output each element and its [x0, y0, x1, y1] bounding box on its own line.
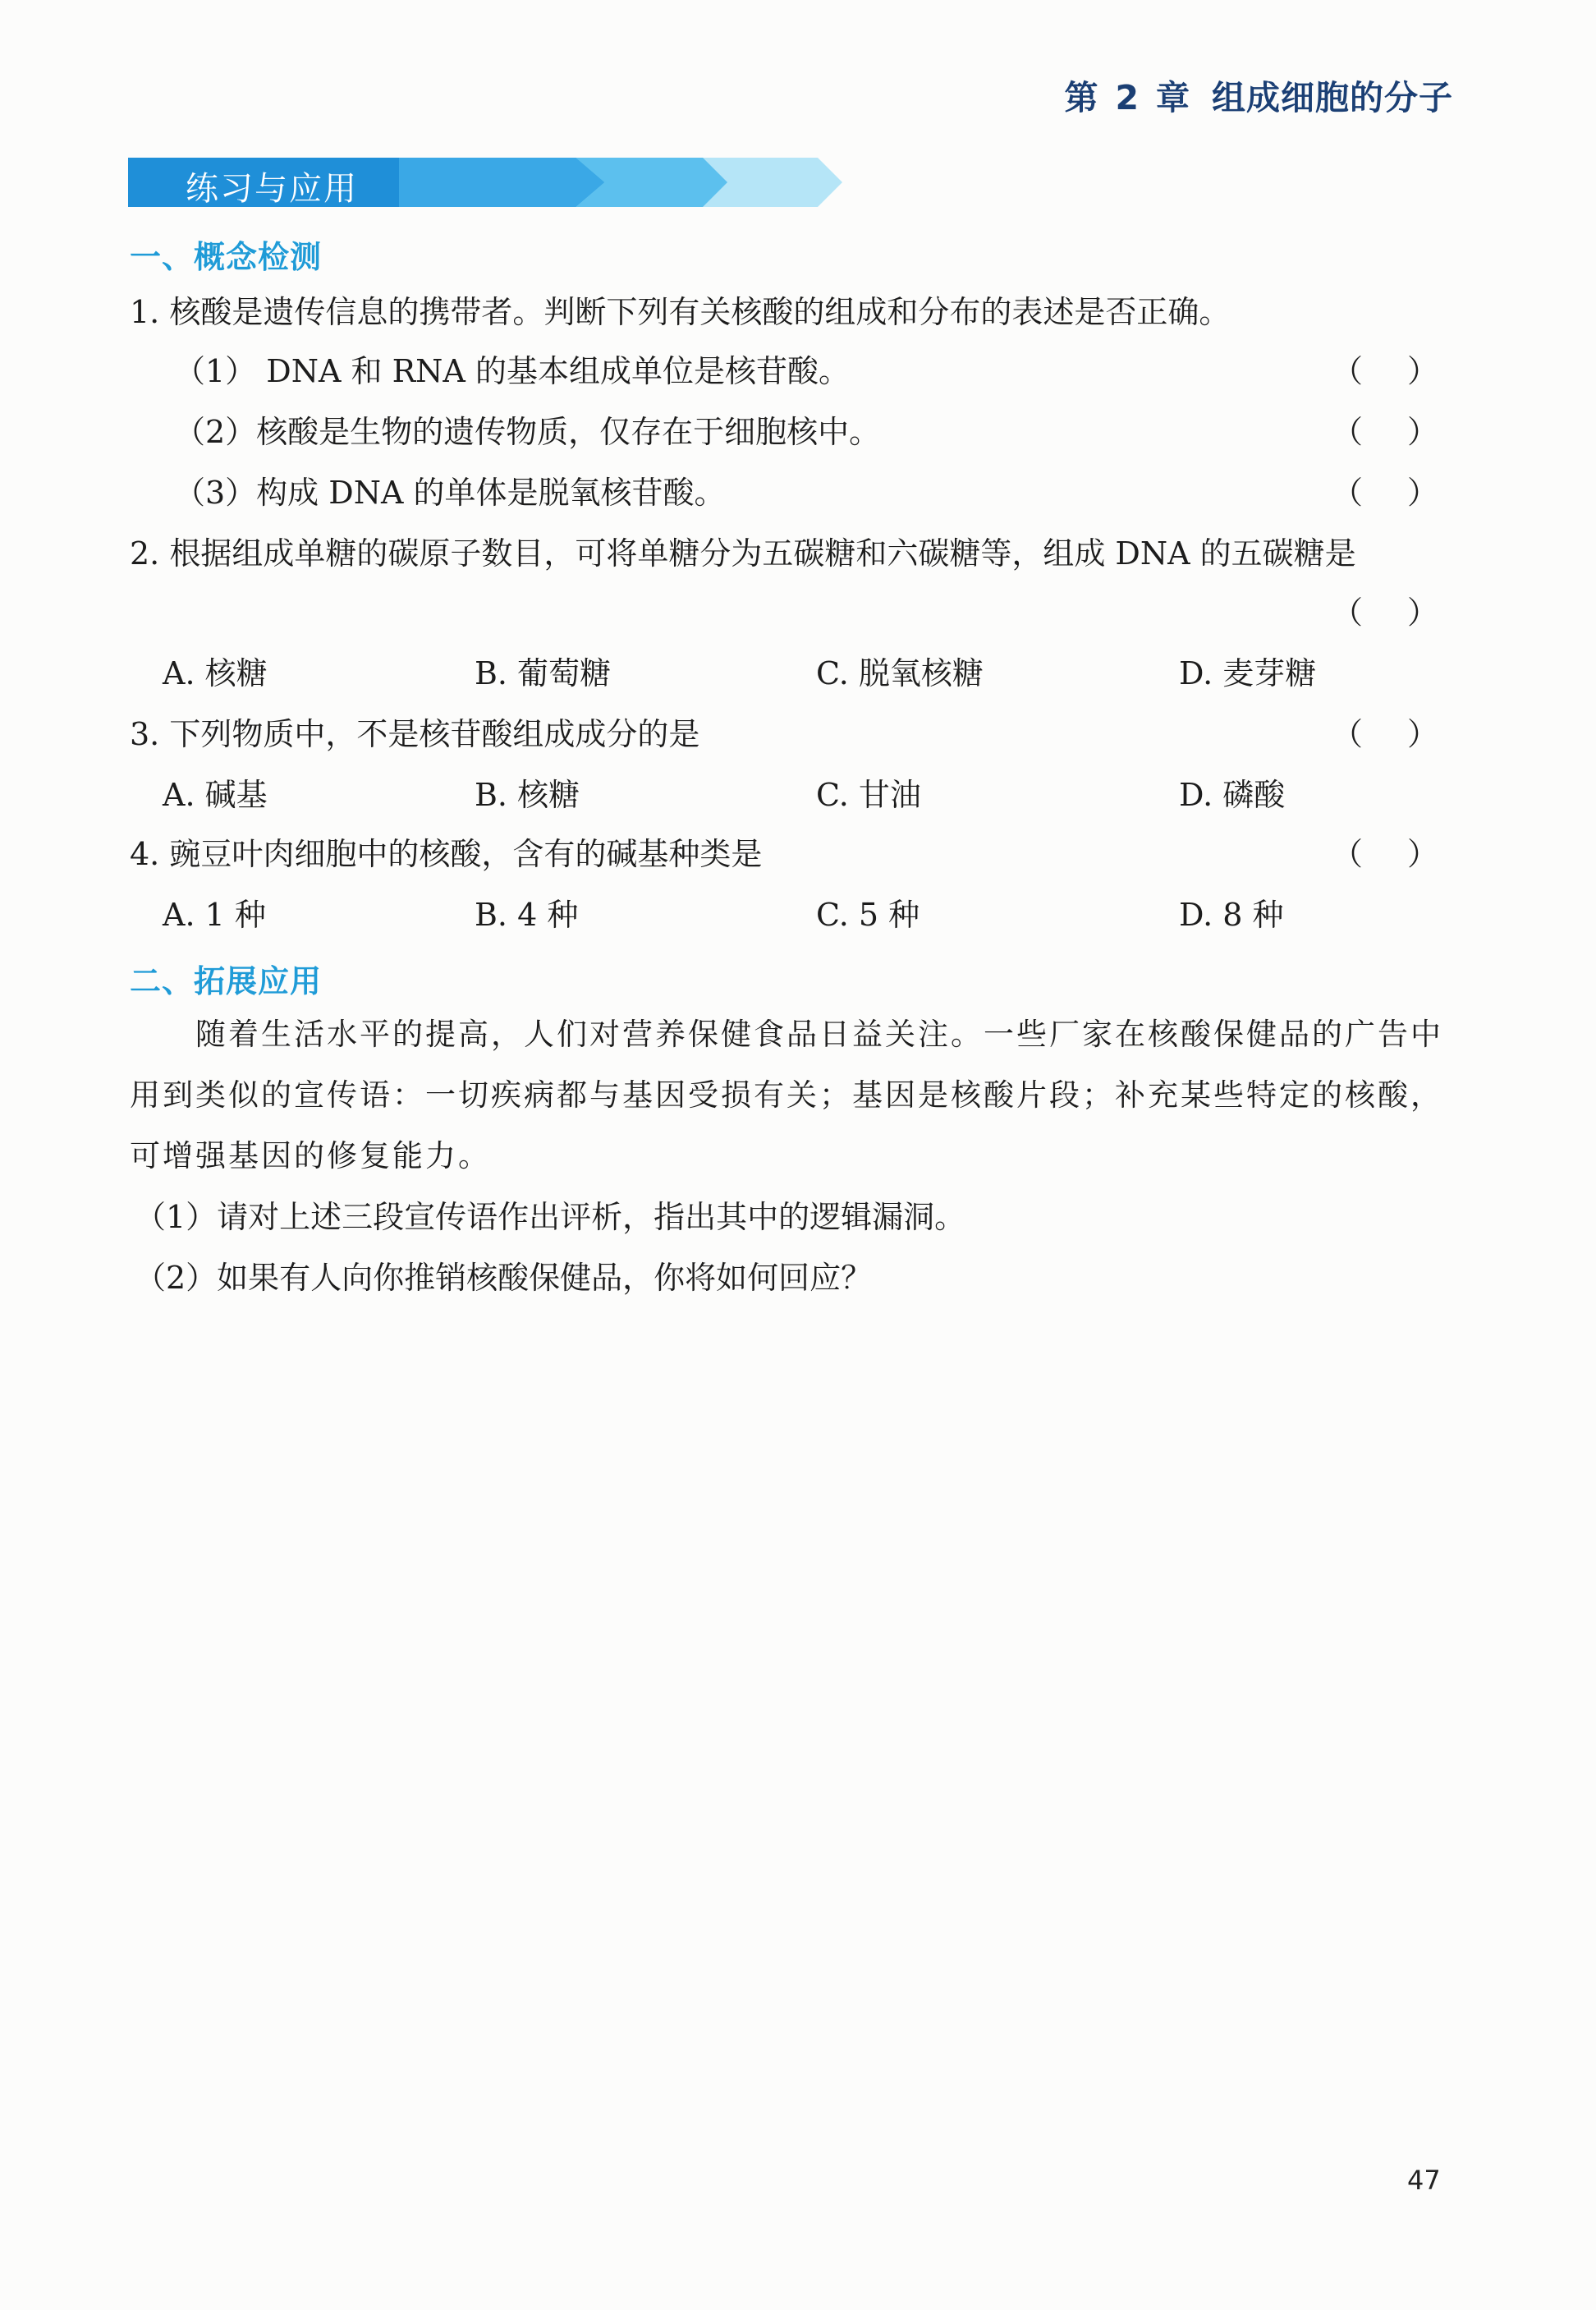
chapter-header: [1064, 71, 1453, 119]
question-2-stem: 2. 根据组成单糖的碳原子数目，可将单糖分为五碳糖和六碳糖等，组成 DNA 的五碳糖是: [130, 535, 1356, 572]
answer-blank-1-1[interactable]: （ ）: [1332, 353, 1438, 389]
paragraph-line-2: 用到类似的宣传语：一切疾病都与基因受损有关；基因是核酸片段；补充某些特定的核酸，: [130, 1077, 1443, 1113]
question-2-option-c: C. 脱氧核糖: [816, 655, 984, 691]
chapter-title: 组成细胞的分子: [1212, 78, 1453, 117]
answer-blank-2[interactable]: （ ）: [1332, 595, 1438, 631]
answer-blank-4[interactable]: （ ）: [1332, 836, 1438, 872]
chapter-number: 2: [1115, 78, 1140, 117]
question-3-option-c: C. 甘油: [816, 777, 921, 813]
question-4-option-b: B. 4 种: [475, 897, 579, 933]
chapter-prefix: 第: [1064, 78, 1099, 117]
question-4-option-c: C. 5 种: [816, 897, 920, 933]
extension-item-2: （2）如果有人向你推销核酸保健品，你将如何回应？: [135, 1260, 873, 1296]
answer-blank-3[interactable]: （ ）: [1332, 716, 1438, 752]
paragraph-line-1: 随着生活水平的提高，人们对营养保健食品日益关注。一些厂家在核酸保健品的广告中: [195, 1017, 1443, 1052]
question-2-option-d: D. 麦芽糖: [1179, 655, 1317, 691]
question-2-option-b: B. 葡萄糖: [475, 655, 612, 691]
question-1-item-3: （3）构成 DNA 的单体是脱氧核苷酸。: [174, 475, 726, 511]
question-3-option-d: D. 磷酸: [1179, 777, 1286, 813]
extension-item-1: （1）请对上述三段宣传语作出评析，指出其中的逻辑漏洞。: [135, 1199, 966, 1235]
question-3-option-a: A. 碱基: [163, 777, 268, 813]
paragraph-line-3: 可增强基因的修复能力。: [130, 1138, 491, 1173]
chapter-suffix: 章: [1156, 78, 1190, 117]
question-1-item-1: （1） DNA 和 RNA 的基本组成单位是核苷酸。: [174, 353, 850, 389]
page-number: 47: [1407, 2165, 1441, 2196]
banner-title: 练习与应用: [186, 170, 358, 208]
question-4-option-d: D. 8 种: [1179, 897, 1284, 933]
section-banner: [128, 158, 842, 207]
question-1-item-2: （2）核酸是生物的遗传物质，仅存在于细胞核中。: [174, 414, 881, 450]
answer-blank-1-2[interactable]: （ ）: [1332, 414, 1438, 450]
question-3-stem: 3. 下列物质中，不是核苷酸组成成分的是: [130, 716, 700, 752]
answer-blank-1-3[interactable]: （ ）: [1332, 475, 1438, 511]
question-3-option-b: B. 核糖: [475, 777, 580, 813]
section-title-extended-application: 二、拓展应用: [130, 963, 323, 999]
section-title-concept-check: 一、概念检测: [130, 239, 323, 275]
question-2-option-a: A. 核糖: [163, 655, 268, 691]
question-4-option-a: A. 1 种: [163, 897, 266, 933]
question-4-stem: 4. 豌豆叶肉细胞中的核酸，含有的碱基种类是: [130, 836, 763, 872]
question-1-stem: 1. 核酸是遗传信息的携带者。判断下列有关核酸的组成和分布的表述是否正确。: [130, 294, 1231, 330]
